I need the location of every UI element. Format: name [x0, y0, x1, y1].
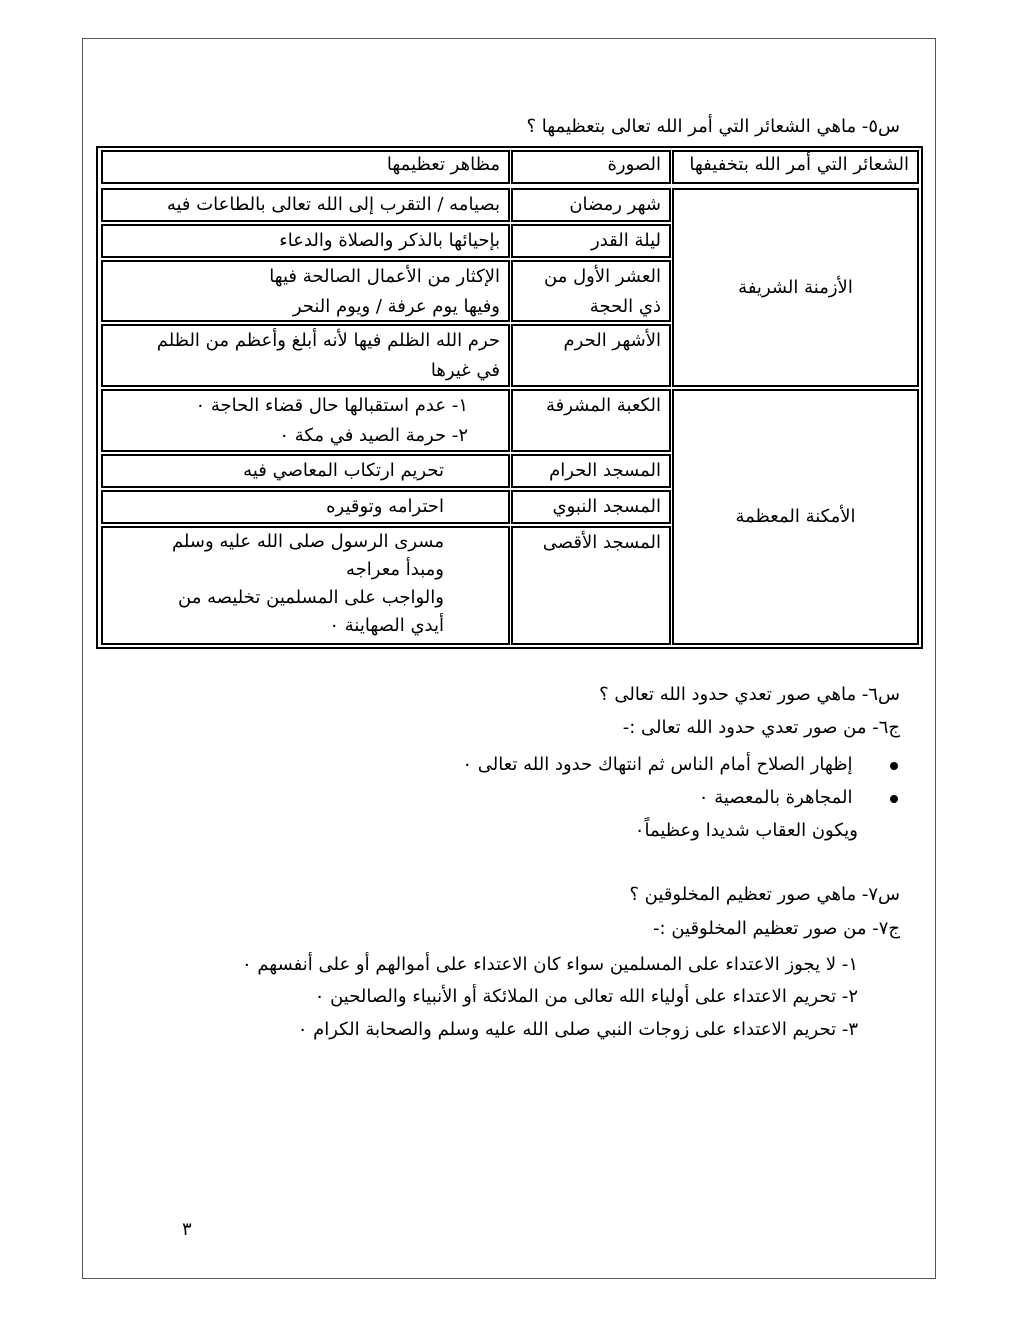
- soura-line: ذي الحجة: [589, 296, 661, 317]
- mazahir-line: بإحيائها بالذكر والصلاة والدعاء: [279, 230, 500, 251]
- q6-question: س٦- ماهي صور تعدي حدود الله تعالى ؟: [599, 684, 900, 705]
- q6-bullet-1: [462, 754, 898, 775]
- q6-bullet-2: [699, 787, 898, 808]
- soura-cell: الأشهر الحرم: [511, 324, 671, 387]
- bullet-icon: [890, 762, 898, 770]
- mazahir-line: حرم الله الظلم فيها لأنه أبلغ وأعظم من الظلم: [156, 330, 500, 351]
- q5-title: س٥- ماهي الشعائر التي أمر الله تعالى بتعظيمها ؟: [526, 116, 900, 137]
- q7-item-3: ٣- تحريم الاعتداء على زوجات النبي صلى الله عليه وسلم والصحابة الكرام ٠: [297, 1019, 858, 1040]
- group-label-amkina: [672, 389, 919, 645]
- mazahir-cell: [101, 260, 510, 322]
- soura-cell: شهر رمضان: [511, 188, 671, 222]
- mazahir-cell: [101, 490, 510, 524]
- mazahir-line: مسرى الرسول صلى الله عليه وسلم: [171, 531, 444, 552]
- mazahir-cell: [101, 389, 510, 452]
- mazahir-line: ومبدأ معراجه: [346, 559, 444, 580]
- q7-question: س٧- ماهي صور تعظيم المخلوقين ؟: [629, 884, 900, 905]
- mazahir-line: احترامه وتوقيره: [326, 496, 444, 517]
- bullet-icon: [890, 795, 898, 803]
- mazahir-line: ١- عدم استقبالها حال قضاء الحاجة ٠: [195, 395, 468, 416]
- mazahir-line: في غيرها: [430, 360, 500, 381]
- bullet-text: المجاهرة بالمعصية ٠: [698, 787, 853, 808]
- q6-note: ويكون العقاب شديدا وعظيماً٠: [634, 820, 858, 841]
- q7-item-2: ٢- تحريم الاعتداء على أولياء الله تعالى من الملائكة أو الأنبياء والصالحين ٠: [314, 986, 858, 1007]
- group-label-text: الأمكنة المعظمة: [735, 506, 856, 527]
- soura-cell: الكعبة المشرفة: [511, 389, 671, 452]
- soura-cell: المسجد الحرام: [511, 454, 671, 488]
- mazahir-cell: [101, 188, 510, 222]
- q6-answer: ج٦- من صور تعدي حدود الله تعالى :-: [622, 717, 900, 738]
- group-label-text: الأزمنة الشريفة: [738, 276, 853, 298]
- mazahir-cell: [101, 454, 510, 488]
- header-soura: الصورة: [511, 150, 671, 184]
- page-number: ٣: [182, 1219, 192, 1240]
- soura-cell: المسجد الأقصى: [511, 526, 671, 645]
- bullet-text: إظهار الصلاح أمام الناس ثم انتهاك حدود الله تعالى ٠: [462, 754, 853, 775]
- soura-line: العشر الأول من: [544, 266, 661, 287]
- soura-cell: [511, 260, 671, 322]
- mazahir-cell: [101, 224, 510, 258]
- mazahir-cell: [101, 526, 510, 645]
- mazahir-line: أيدي الصهاينة ٠: [329, 615, 444, 636]
- mazahir-cell: [101, 324, 510, 387]
- mazahir-line: الإكثار من الأعمال الصالحة فيها: [269, 266, 500, 287]
- shaair-table: [96, 146, 923, 649]
- mazahir-line: والواجب على المسلمين تخليصه من: [178, 587, 444, 608]
- mazahir-line: تحريم ارتكاب المعاصي فيه: [243, 460, 444, 481]
- group-label-azmina: [672, 188, 919, 387]
- q7-answer: ج٧- من صور تعظيم المخلوقين :-: [653, 918, 900, 939]
- mazahir-line: وفيها يوم عرفة / ويوم النحر: [292, 296, 500, 317]
- soura-cell: المسجد النبوي: [511, 490, 671, 524]
- mazahir-line: ٢- حرمة الصيد في مكة ٠: [279, 425, 468, 446]
- soura-cell: ليلة القدر: [511, 224, 671, 258]
- mazahir-line: بصيامه / التقرب إلى الله تعالى بالطاعات فيه: [166, 194, 500, 215]
- q7-item-1: ١- لا يجوز الاعتداء على المسلمين سواء كان الاعتداء على أموالهم أو على أنفسهم ٠: [241, 954, 858, 975]
- header-shaair: الشعائر التي أمر الله بتخفيفها: [672, 150, 919, 184]
- header-mazahir: مظاهر تعظيمها: [101, 150, 510, 184]
